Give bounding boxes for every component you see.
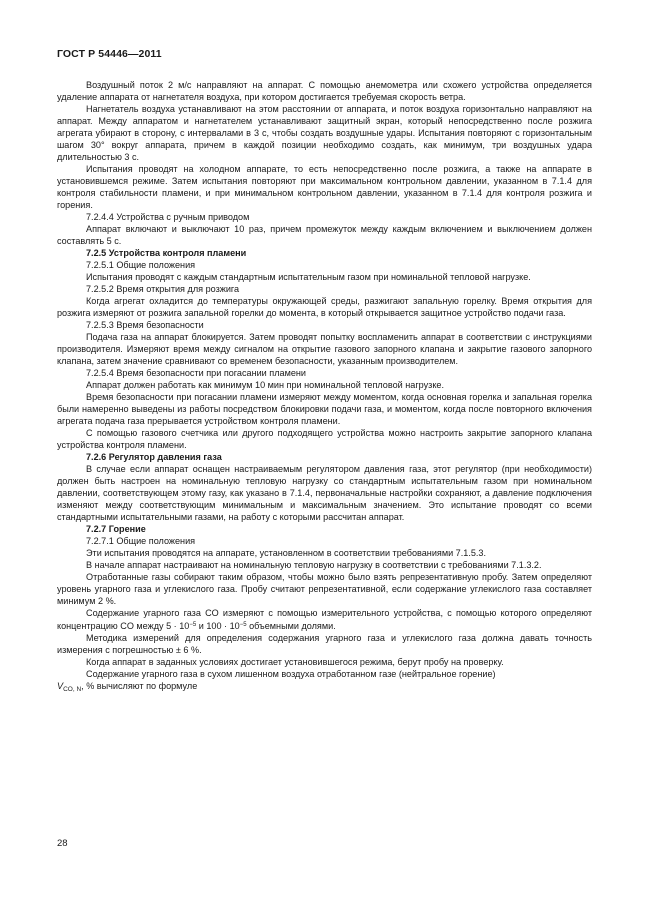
paragraph: Методика измерений для определения содержания угарного газа и углекислого газа должна давать точность измерения с погрешностью ± 6 %. xyxy=(57,633,592,655)
subsection-heading: 7.2.5.2 Время открытия для розжига xyxy=(86,284,240,294)
section-heading: 7.2.5 Устройства контроля пламени xyxy=(86,248,247,258)
co-paragraph xyxy=(57,607,592,632)
paragraph: Когда аппарат в заданных условиях достигает установившегося режима, берут пробу на проверку. xyxy=(86,657,504,667)
formula-paragraph xyxy=(57,668,592,680)
section-heading: 7.2.7 Горение xyxy=(86,524,146,534)
formula-line xyxy=(57,680,592,696)
paragraph: Время безопасности при погасании пламени измеряют между моментом, когда основная горелка и запальная горелка были намеренно выведены из работы посредством блокировки подачи газа, и моментом, когда после повторного включения агрегата подача газа прерывается устройством контроля пламени. xyxy=(57,392,592,426)
paragraph: Воздушный поток 2 м/с направляют на аппарат. С помощью анемометра или схожего устройства определяется удаление аппарата от нагнетателя воздуха, при котором достигается требуемая скорость ветра. xyxy=(57,80,592,102)
subsection-heading: 7.2.5.3 Время безопасности xyxy=(86,320,204,330)
formula-subscript: CO, N xyxy=(63,686,82,693)
paragraph: Нагнетатель воздуха устанавливают на этом расстоянии от аппарата, и поток воздуха горизонтально направляют на аппарат. Между аппаратом и нагнетателем устанавливают защитный экран, который непосредственно после розжига агрегата убирают в сторону, с интервалами в 3 с, чтобы создать воздушные удары. Испытания повторяют с горизонтальным шагом 30° вокруг аппарата, причем в каждой позиции необходимо создать, как минимум, три воздушных удара длительностью 3 с. xyxy=(57,104,592,162)
document-header: ГОСТ Р 54446—2011 xyxy=(57,48,162,60)
paragraph: В случае если аппарат оснащен настраиваемым регулятором давления газа, этот регулятор (при необходимости) должен быть настроен на номинальную тепловую нагрузку со стандартным испытательным газом при номинальном давлении, соответствующем этому газу, как указано в 7.1.4, первоначальные настройки сохраняют, а давление подключения изменяют между соответствующим минимальным и максимальным значением. Это испытание проводят со всеми стандартными испытательными газами, на работу с которыми рассчитан аппарат. xyxy=(57,464,592,522)
paragraph: Эти испытания проводятся на аппарате, установленном в соответствии требованиями 7.1.5.3. xyxy=(86,548,487,558)
paragraph: Отработанные газы собирают таким образом, чтобы можно было взять репрезентативную пробу. Затем определяют уровень угарного газа и углекислого газа. Пробу считают репрезентативной, если содержание углекислого газа составляет минимум 2 %. xyxy=(57,572,592,606)
subsection-heading: 7.2.5.1 Общие положения xyxy=(86,260,196,270)
co-exponent-2: −5 xyxy=(239,622,247,628)
paragraph: Испытания проводят с каждым стандартным испытательным газом при номинальной тепловой нагрузке. xyxy=(86,272,531,282)
document-body xyxy=(57,79,592,696)
page-number: 28 xyxy=(57,838,68,849)
co-text-middle: и 100 · 10 xyxy=(196,621,240,631)
formula-tail: , % вычисляют по формуле xyxy=(81,681,198,691)
co-text-after: объемными долями. xyxy=(246,621,336,631)
paragraph: В начале аппарат настраивают на номинальную тепловую нагрузку в соответствии с требованиями 7.1.3.2. xyxy=(86,560,542,570)
subsection-heading: 7.2.5.4 Время безопасности при погасании пламени xyxy=(86,368,306,378)
paragraph: Аппарат включают и выключают 10 раз, причем промежуток между каждым включением и выключением должен составлять 5 с. xyxy=(57,224,592,246)
paragraph: Аппарат должен работать как минимум 10 мин при номинальной тепловой нагрузке. xyxy=(86,380,444,390)
paragraph: С помощью газового счетчика или другого подходящего устройства можно настроить закрытие запорного клапана устройства контроля пламени. xyxy=(57,428,592,450)
formula-text: Содержание угарного газа в сухом лишенном воздуха отработанном газе (нейтральное горение) xyxy=(86,669,496,679)
paragraph: Когда агрегат охладится до температуры окружающей среды, разжигают запальную горелку. Время открытия для розжига измеряют от розжига запальной горелки до момента, в который открывается защитное устройство подачи газа. xyxy=(57,296,592,318)
subsection-heading: 7.2.4.4 Устройства с ручным приводом xyxy=(86,212,250,222)
subsection-heading: 7.2.7.1 Общие положения xyxy=(86,536,196,546)
co-text-before: Содержание угарного газа CO измеряют с помощью измерительного устройства, с помощью которого определяют концентрацию CO между 5 · 10 xyxy=(57,608,592,631)
section-heading: 7.2.6 Регулятор давления газа xyxy=(86,452,222,462)
paragraph: Подача газа на аппарат блокируется. Затем проводят попытку воспламенить аппарат в соответствии с инструкциями производителя. Измеряют время между сигналом на открытие газового запорного клапана и закрытие газового запорного клапана, затем значение сравнивают со временем безопасности, указанным производителем. xyxy=(57,332,592,366)
formula-variable: V xyxy=(57,681,64,691)
co-exponent-1: −5 xyxy=(189,622,197,628)
paragraph: Испытания проводят на холодном аппарате, то есть непосредственно после розжига, а также на аппарате в установившемся режиме. Затем испытания повторяют при максимальном контрольном давлении, указанном в 7.1.4 для контроля стабильности пламени, и при минимальном контрольном давлении, указанном в 7.1.4 для контроля розжига и горения. xyxy=(57,164,592,210)
